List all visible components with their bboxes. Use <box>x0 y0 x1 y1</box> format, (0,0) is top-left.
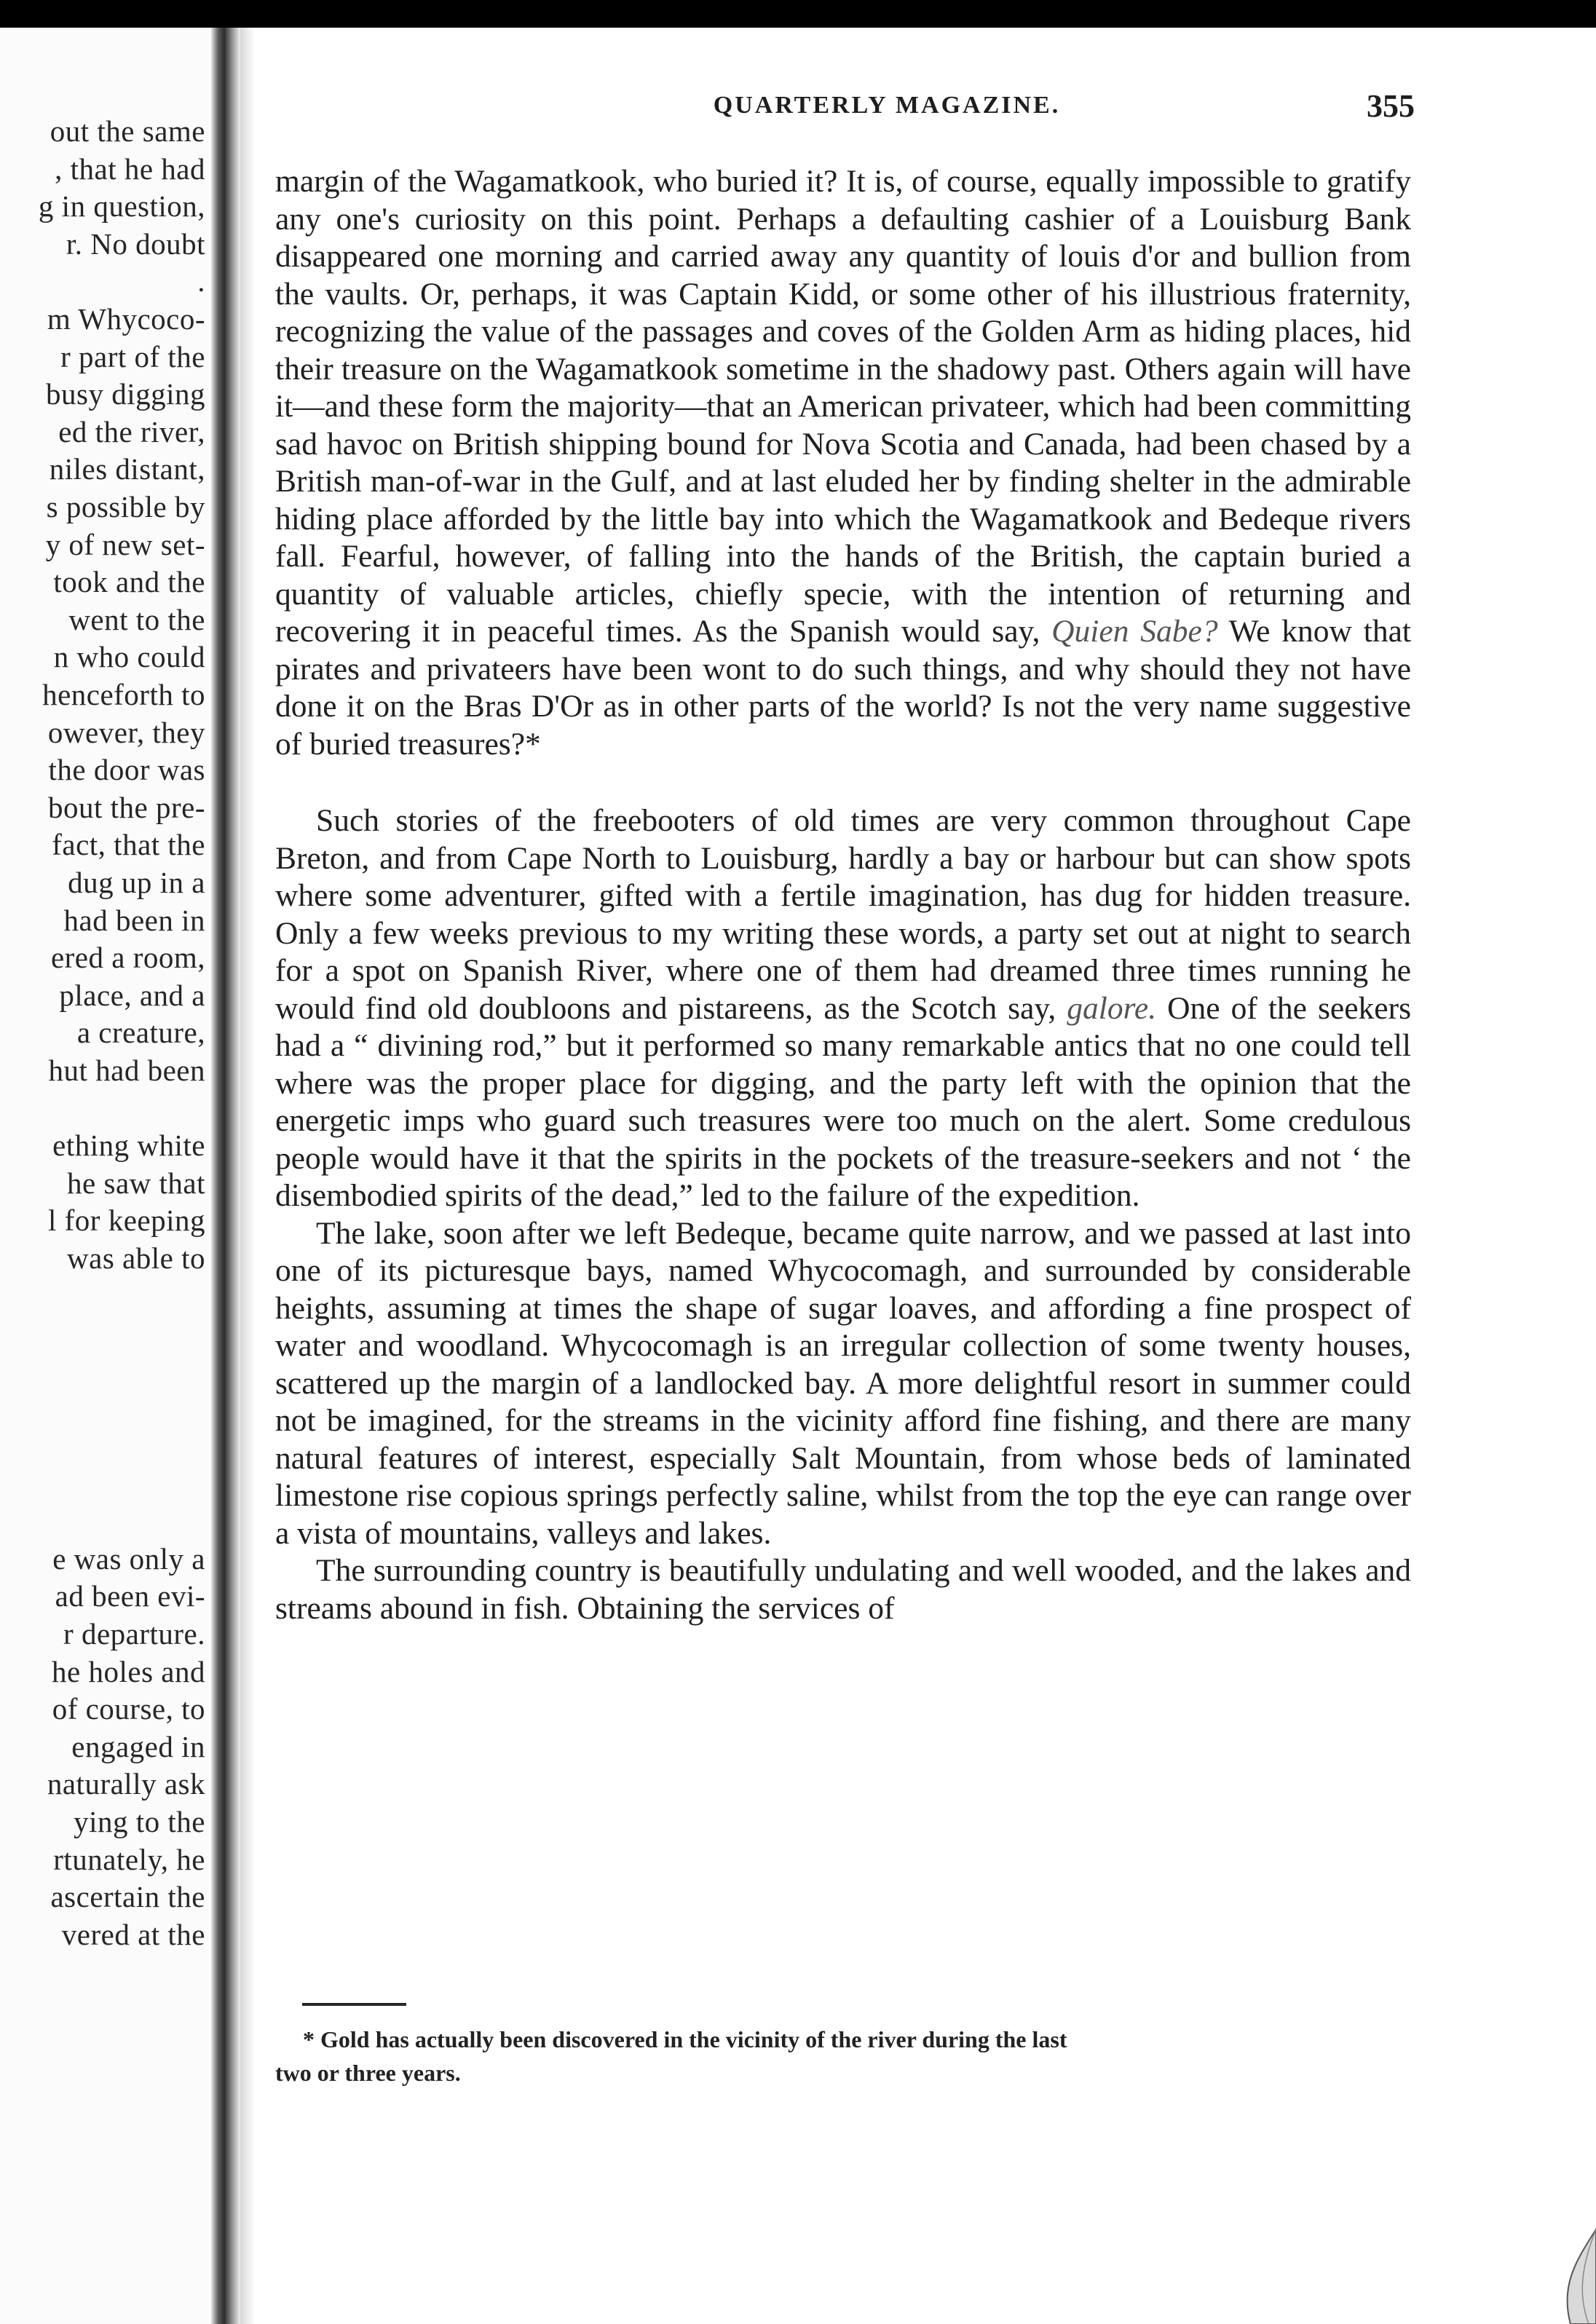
facing-page-line: y of new set- <box>45 527 205 561</box>
paragraph-2-italic: galore. <box>1067 990 1157 1026</box>
facing-page-line: went to the <box>68 602 205 636</box>
facing-page-line: took and the <box>53 565 205 599</box>
gutter-shadow <box>240 28 255 2324</box>
facing-page-line: dug up in a <box>68 866 205 899</box>
facing-page-line: ad been evi- <box>55 1579 205 1613</box>
paragraph-1 <box>275 163 1411 763</box>
facing-page-line: he holes and <box>52 1654 205 1688</box>
facing-page-line: was able to <box>67 1241 205 1275</box>
facing-page-line: henceforth to <box>42 678 205 711</box>
facing-page-line: n who could <box>53 640 205 674</box>
paragraph-2-tail: One of the seekers had a “ divining rod,” but it performed so many remarkable antics that no one could tell where was the proper place for digging, and the party left with the opinion that the energetic imps who guard such treasures were too much on the alert. Some credulous people would have it that the spirits in the pockets of the treasure-seekers and not ‘ the disembodied spirits of the dead,” led to the failure of the expedition. <box>275 990 1411 1213</box>
facing-page-fragment <box>0 28 211 2324</box>
running-head: QUARTERLY MAGAZINE. <box>713 92 1061 119</box>
facing-page-line: naturally ask <box>47 1767 205 1801</box>
facing-page-line: place, and a <box>59 978 205 1012</box>
footnote-line-1: * Gold has actually been discovered in the vicinity of the river during the last <box>303 2026 1067 2052</box>
facing-page-line: r part of the <box>60 339 205 374</box>
facing-page-line: , that he had <box>55 151 205 186</box>
page-header <box>272 88 1415 135</box>
facing-page-line: of course, to <box>52 1692 205 1726</box>
facing-page-line: a creature, <box>76 1016 205 1050</box>
facing-page-line: . <box>197 264 205 299</box>
facing-page-line: ered a room, <box>50 941 205 975</box>
facing-page-line: hut had been <box>48 1054 205 1087</box>
facing-page-line: he saw that <box>67 1166 205 1200</box>
paragraph-2 <box>275 802 1411 1215</box>
paragraph-2-text: Such stories of the freebooters of old times are very common throughout Cape Breton, and from Cape North to Louisburg, hardly a bay or harbour but can show spots where some adventurer, gifted with a fertile imagination, has dug for hidden treasure. Only a few weeks previous to my writing these words, a party set out at night to search for a spot on Spanish River, where one of them had dreamed three times running he would find old doubloons and pistareens, as the Scotch say, <box>275 803 1411 1026</box>
facing-page-line: out the same <box>50 114 205 148</box>
facing-page-line: ed the river, <box>58 414 205 448</box>
facing-page-line: the door was <box>48 753 205 787</box>
facing-page-line: had been in <box>63 903 205 937</box>
paragraph-4: The surrounding country is beautifully undulating and well wooded, and the lakes and streams abound in fish. Obtaining the services of <box>275 1553 1411 1626</box>
footnote-rule <box>302 2003 406 2006</box>
facing-page-line: niles distant, <box>49 452 205 486</box>
paragraph-3: The lake, soon after we left Bedeque, became quite narrow, and we passed at last into one of its picturesque bays, named Whycocomagh, and surrounded by considerable heights, assuming at times the shape of sugar loaves, and affording a fine prospect of water and woodland. Whycocomagh is an irregular collection of some twenty houses, scattered up the margin of a landlocked bay. A more delightful resort in summer could not be imagined, for the streams in the vicinity afford fine fishing, and there are many natural features of interest, especially Salt Mountain, from whose beds of laminated limestone rise copious springs perfectly saline, whilst from the top the eye can range over a vista of mountains, valleys and lakes. <box>275 1215 1411 1551</box>
facing-page-line: r. No doubt <box>66 226 205 261</box>
body-text <box>275 163 1411 1627</box>
facing-page-line: engaged in <box>71 1729 205 1763</box>
book-gutter <box>211 28 240 2324</box>
facing-page-line: l for keeping <box>48 1204 205 1238</box>
scan-top-border <box>0 0 1596 28</box>
paragraph-1-text: margin of the Wagamatkook, who buried it? It is, of course, equally impossible to gratify any one's curiosity on this point. Perhaps a defaulting cashier of a Louisburg Bank disappeared one morning and carried away any quantity of louis d'or and bullion from the vaults. Or, perhaps, it was Captain Kidd, or some other of his illustrious fraternity, recognizing the value of the passages and coves of the Golden Arm as hiding places, hid their treasure on the Wagamatkook sometime in the shadowy past. Others again will have it—and these form the majority—that an American privateer, which had been committing sad havoc on British shipping bound for Nova Scotia and Canada, had been chased by a British man-of-war in the Gulf, and at last eluded her by finding shelter in the admirable hiding place afforded by the little bay into which the Wagamatkook and Bedeque rivers fall. Fearful, however, of falling into the hands of the British, the captain buried a quantity of valuable articles, chiefly specie, with the intention of returning and recovering it in peaceful times. As the Spanish would say, <box>275 164 1411 649</box>
paragraph-1-italic: Quien Sabe? <box>1051 614 1218 649</box>
facing-page-line: ying to the <box>74 1805 205 1838</box>
facing-page-line: r departure. <box>63 1617 205 1651</box>
facing-page-line: m Whycoco- <box>47 302 205 336</box>
facing-page-line: owever, they <box>47 715 205 749</box>
facing-page-line: bout the pre- <box>48 790 205 824</box>
page-number: 355 <box>1367 88 1415 124</box>
paragraph-1-tail: We know that pirates and privateers have been wont to do such things, and why should they not have done it on the Bras D'Or as in other parts of the world? Is not the very name suggestive of buried treasures?* <box>275 614 1411 762</box>
facing-page-line: rtunately, he <box>53 1842 205 1876</box>
facing-page-line: s possible by <box>46 490 205 523</box>
footnote <box>275 2023 1411 2090</box>
facing-page-line: ascertain the <box>50 1880 205 1914</box>
facing-page-line: ething white <box>52 1129 205 1163</box>
facing-page-line: vered at the <box>61 1917 205 1951</box>
facing-page-line: e was only a <box>52 1541 205 1576</box>
page-curl-icon <box>1509 2215 1596 2324</box>
facing-page-line: busy digging <box>46 377 205 411</box>
facing-page-line: g in question, <box>38 189 205 224</box>
footnote-line-2: two or three years. <box>275 2060 461 2086</box>
facing-page-line: fact, that the <box>52 828 205 862</box>
